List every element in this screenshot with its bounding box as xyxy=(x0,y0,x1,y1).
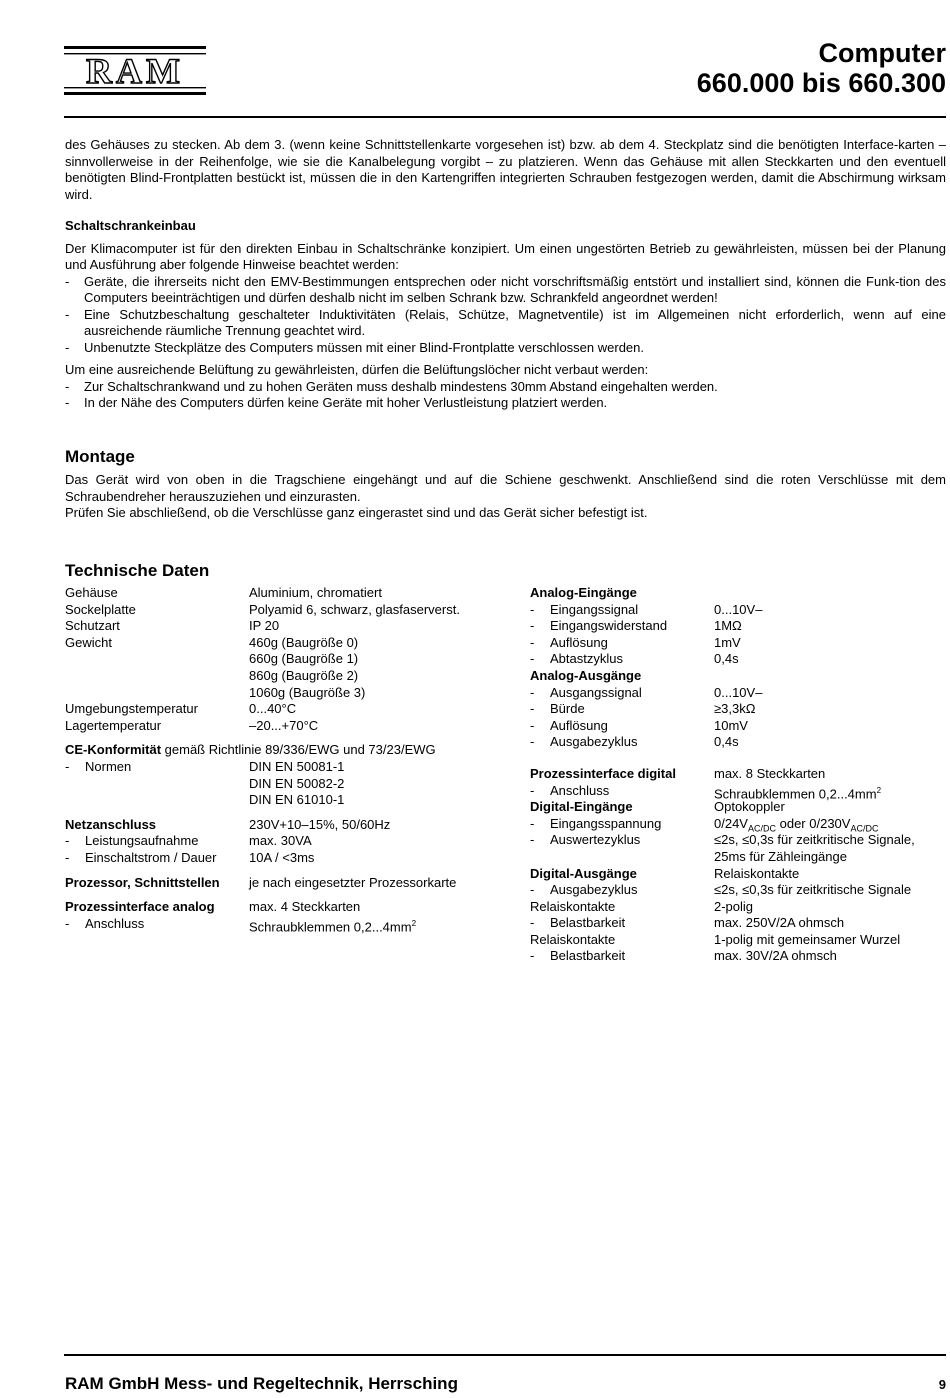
schaltschrank-heading: Schaltschrankeinbau xyxy=(65,218,196,233)
spec-row: DIN EN 50082-2 xyxy=(249,775,345,791)
spec-row: Netzanschluss 230V+10–15%, 50/60Hz xyxy=(65,816,391,832)
spec-row: - Ausgabezyklus 0,4s xyxy=(530,734,946,751)
montage-para-1: Das Gerät wird von oben in die Tragschiene eingehängt und auf die Schiene geschwenkt. Anschließend sind die roten Verschlüsse mit dem Schraubendreher herauszuziehen und einzurasten. xyxy=(65,472,946,504)
spec-row: - Auflösung 10mV xyxy=(530,718,946,735)
spec-row: - Eingangssignal 0...10V– xyxy=(530,602,946,619)
spec-row: Prozessinterface analog max. 4 Steckkarten xyxy=(65,899,361,915)
spec-row: - Auflösung 1mV xyxy=(530,635,946,652)
spec-row: - Leistungsaufnahme max. 30VA xyxy=(65,833,515,850)
spec-row: Umgebungstemperatur 0...40°C xyxy=(65,701,297,717)
belueftung-para: Um eine ausreichende Belüftung zu gewährleisten, dürfen die Belüftungslöcher nicht verbaut werden: xyxy=(65,362,649,377)
spec-row: - Bürde ≥3,3kΩ xyxy=(530,701,946,718)
spec-row: Prozessinterface digital max. 8 Steckkarten xyxy=(530,765,826,781)
spec-row: - Normen DIN EN 50081-1 xyxy=(65,759,515,776)
spec-row: Lagertemperatur –20...+70°C xyxy=(65,717,319,733)
spec-row: Analog-Eingänge xyxy=(530,585,637,600)
spec-row: 660g (Baugröße 1) xyxy=(249,651,359,667)
spec-row: Gehäuse Aluminium, chromatiert xyxy=(65,585,382,600)
schaltschrank-section xyxy=(65,218,946,412)
schaltschrank-para: Der Klimacomputer ist für den direkten Einbau in Schaltschränke konzipiert. Um einen ungestörten Betrieb zu gewährleisten, müssen bei der Planung und Ausführung aber folgende Hinweise beachtet werden: xyxy=(65,240,946,272)
spec-row: Digital-Eingänge Optokoppler xyxy=(530,799,785,815)
list-item: - Unbenutzte Steckplätze des Computers müssen mit einer Blind-Frontplatte verschlossen werden. xyxy=(65,339,644,355)
spec-row: - Eingangswiderstand 1MΩ xyxy=(530,618,946,635)
spec-row: CE-Konformität gemäß Richtlinie 89/336/EWG und 73/23/EWG xyxy=(65,742,436,758)
montage-para-2: Prüfen Sie abschließend, ob die Verschlüsse ganz eingerastet sind und das Gerät sicher befestigt ist. xyxy=(65,505,648,520)
spec-row: - Einschaltstrom / Dauer 10A / <3ms xyxy=(65,850,515,867)
spec-row: - Anschluss Schraubklemmen $0,2...4mm^2$ xyxy=(65,916,515,933)
spec-row: Relaiskontakte 1-polig mit gemeinsamer Wurzel xyxy=(530,931,901,947)
page-number: 9 xyxy=(938,1377,946,1392)
spec-row: - Belastbarkeit max. 30V/2A ohmsch xyxy=(530,948,946,965)
document-title xyxy=(697,38,946,98)
list-item: - Eine Schutzbeschaltung geschalteter Induktivitäten (Relais, Schütze, Magnetventile) ist im Allgemeinen nicht erforderlich, wenn auf eine ausreichende räumliche Trennung geachtet wird. xyxy=(65,306,946,338)
spec-row: - Ausgabezyklus ≤2s, ≤0,3s für zeitkritische Signale xyxy=(530,882,946,899)
spec-row: 860g (Baugröße 2) xyxy=(249,667,359,683)
ram-logo xyxy=(64,46,206,96)
title-line-2: 660.000 bis 660.300 xyxy=(696,68,946,98)
spec-row: Sockelplatte Polyamid 6, schwarz, glasfaserverst. xyxy=(65,601,460,617)
montage-heading: Montage xyxy=(65,447,135,466)
spec-row: Prozessor, Schnittstellen je nach eingesetzter Prozessorkarte xyxy=(65,874,457,890)
spec-row: Gewicht 460g (Baugröße 0) xyxy=(65,634,359,650)
spec-row: - Belastbarkeit max. 250V/2A ohmsch xyxy=(530,915,946,932)
spec-row: Schutzart IP 20 xyxy=(65,618,280,634)
tech-heading: Technische Daten xyxy=(65,561,210,580)
footer-company: RAM GmbH Mess- und Regeltechnik, Herrsching xyxy=(65,1374,458,1393)
spec-row: - Anschluss Schraubklemmen $0,2...4mm^2$ xyxy=(530,783,946,800)
title-line-1: Computer xyxy=(818,38,946,68)
footer-rule xyxy=(64,1354,946,1356)
spec-row: 1060g (Baugröße 3) xyxy=(249,684,366,700)
tech-left-column xyxy=(65,585,515,935)
spec-row: - Eingangsspannung $0/24V_{AC/DC}$ oder $0/230V_{AC/DC}$ xyxy=(530,816,946,833)
spec-row: 25ms für Zähleingänge xyxy=(714,848,847,864)
montage-section xyxy=(65,472,946,522)
intro-paragraph: des Gehäuses zu stecken. Ab dem 3. (wenn keine Schnittstellenkarte vorgesehen ist) bzw. ab dem 4. Steckplatz sind die benötigten Interface-karten – sinnvollerweise in der Reihenfolge, wie sie die Kanalbelegung vorgibt – zu platzieren. Wenn das Gehäuse mit allen Steckkarten und den eventuell benötigten Blind-Frontplatten bestückt ist, müssen die in den Kartengriffen integrierten Schrauben festgezogen werden, damit die Abschirmung wirksam wird. xyxy=(65,137,946,202)
spec-row: Digital-Ausgänge Relaiskontakte xyxy=(530,865,800,881)
spec-row: - Ausgangssignal 0...10V– xyxy=(530,685,946,702)
list-item: - Zur Schaltschrankwand und zu hohen Geräten muss deshalb mindestens 30mm Abstand eingehalten werden. xyxy=(65,378,718,394)
spec-row: Relaiskontakte 2-polig xyxy=(530,898,754,914)
spec-row: - Auswertezyklus ≤2s, ≤0,3s für zeitkritische Signale, xyxy=(530,832,946,849)
spec-row: Analog-Ausgänge xyxy=(530,667,642,683)
header-rule xyxy=(64,116,946,118)
list-item: - Geräte, die ihrerseits nicht den EMV-Bestimmungen entsprechen oder nicht vorschriftsmäßig entstört und installiert sind, können die Funk-tion des Computers beeinträchtigen und dürfen deshalb nicht im selben Schrank bzw. Schrankfeld angeordnet werden! xyxy=(65,273,946,305)
spec-row: DIN EN 61010-1 xyxy=(249,792,345,808)
spec-row: - Abtastzyklus 0,4s xyxy=(530,651,946,668)
list-item: - In der Nähe des Computers dürfen keine Geräte mit hoher Verlustleistung platziert werden. xyxy=(65,395,608,410)
tech-right-column xyxy=(530,585,946,965)
logo-text: RAM xyxy=(86,51,184,91)
